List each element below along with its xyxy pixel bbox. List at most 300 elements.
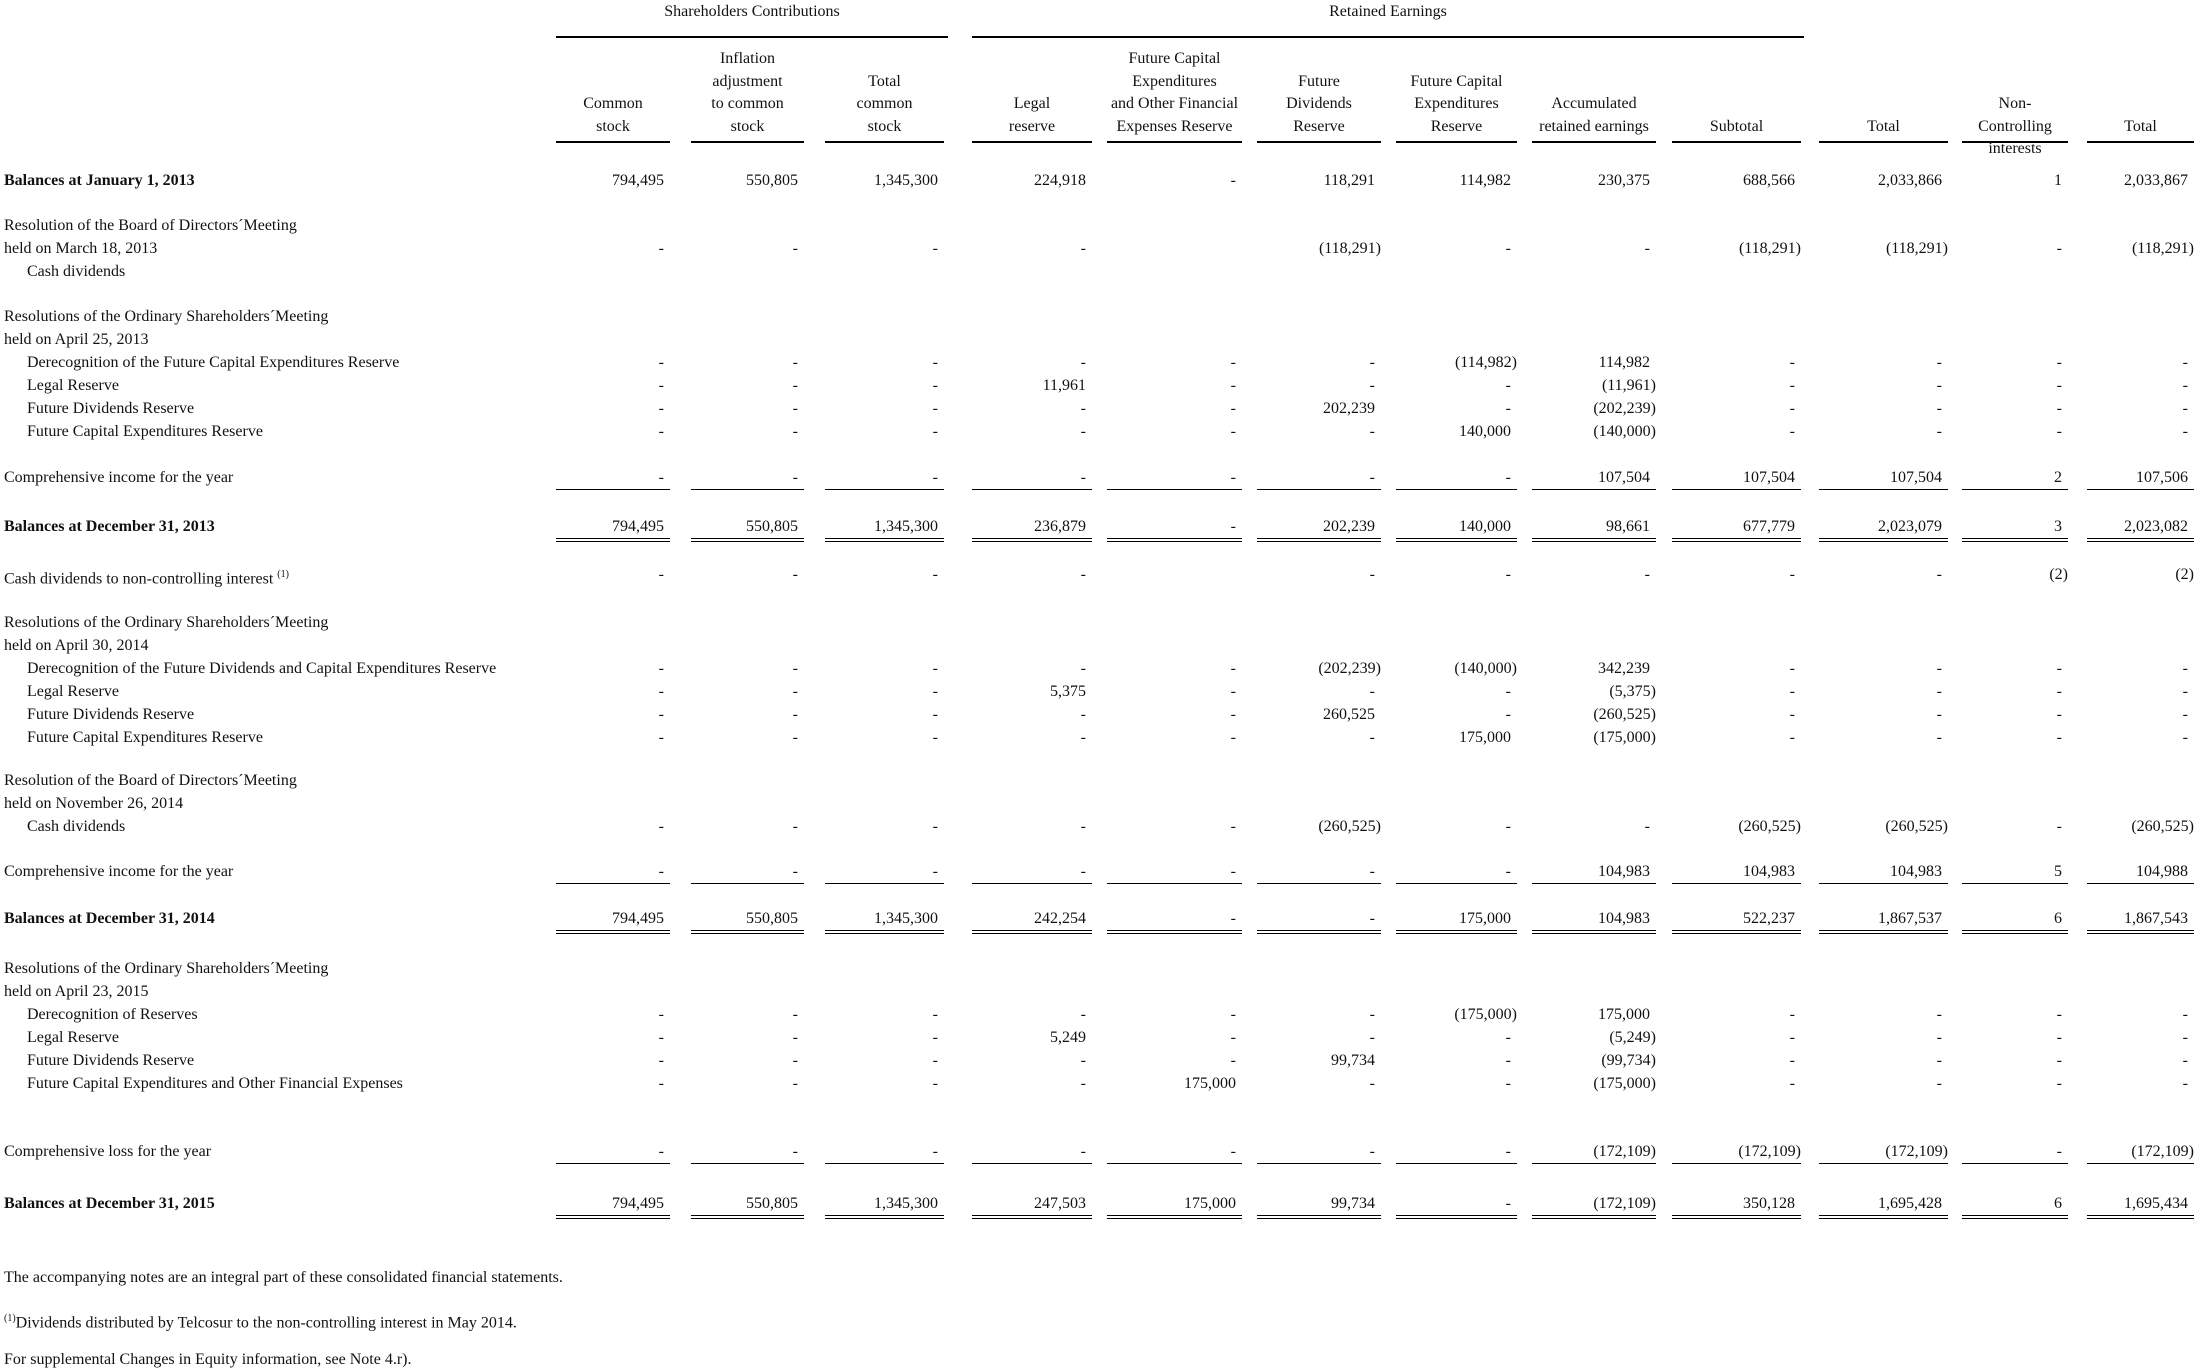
cell-total: - — [1936, 354, 1942, 371]
cell-underline — [556, 489, 670, 490]
cell-underline — [1257, 489, 1381, 490]
cell-legal_reserve: 247,503 — [1034, 1195, 1086, 1212]
column-header-rule — [1819, 141, 1948, 143]
cell-double-underline — [691, 933, 804, 934]
cell-total_common: - — [932, 354, 938, 371]
cell-accum: (140,000) — [1593, 423, 1656, 440]
cell-underline — [691, 538, 804, 539]
cell-subtotal: (118,291) — [1738, 240, 1801, 257]
cell-future_capex_ofe: - — [1230, 683, 1236, 700]
cell-underline — [1257, 883, 1381, 884]
row-label — [27, 816, 125, 839]
cell-future_div: - — [1369, 683, 1375, 700]
row-label-text: held on April 23, 2015 — [4, 983, 149, 1000]
cell-double-underline — [1672, 541, 1801, 542]
cell-underline — [556, 1215, 670, 1216]
cell-total: - — [1936, 706, 1942, 723]
column-header-line: Future — [1298, 72, 1340, 90]
cell-total_common: - — [932, 566, 938, 583]
column-header-accum — [1532, 93, 1656, 138]
row-label-text: Balances at January 1, 2013 — [4, 172, 195, 189]
cell-nci: - — [2056, 683, 2062, 700]
cell-double-underline — [556, 541, 670, 542]
cell-common_stock: - — [658, 377, 664, 394]
cell-total_common: - — [932, 1143, 938, 1160]
cell-underline — [1532, 883, 1656, 884]
cell-total: (260,525) — [1885, 818, 1948, 835]
cell-nci: - — [2056, 1143, 2062, 1160]
cell-subtotal: 107,504 — [1743, 469, 1795, 486]
cell-nci: 3 — [2054, 518, 2062, 535]
row-label — [4, 516, 215, 539]
cell-common_stock: - — [658, 240, 664, 257]
cell-double-underline — [1962, 1218, 2068, 1219]
cell-underline — [556, 1163, 670, 1164]
cell-underline — [825, 930, 944, 931]
row-label-text: Derecognition of the Future Capital Expenditures Reserve — [27, 354, 400, 371]
column-header-line: to common — [711, 95, 784, 112]
cell-future_capex: - — [1505, 706, 1511, 723]
cell-inflation_adj: - — [792, 400, 798, 417]
footnote-dividends — [4, 1309, 517, 1333]
cell-accum: (260,525) — [1593, 706, 1656, 723]
cell-future_capex: - — [1505, 818, 1511, 835]
cell-legal_reserve: - — [1080, 1006, 1086, 1023]
cell-total_common: 1,345,300 — [874, 1195, 938, 1212]
cell-underline — [691, 489, 804, 490]
cell-double-underline — [825, 1218, 944, 1219]
cell-legal_reserve: - — [1080, 1052, 1086, 1069]
cell-underline — [1396, 883, 1517, 884]
column-header-nci — [1962, 93, 2068, 161]
cell-nci: 2 — [2054, 469, 2062, 486]
cell-subtotal: - — [1789, 1052, 1795, 1069]
cell-legal_reserve: - — [1080, 354, 1086, 371]
cell-underline — [1672, 883, 1801, 884]
cell-underline — [1532, 1215, 1656, 1216]
cell-inflation_adj: - — [792, 660, 798, 677]
cell-double-underline — [1107, 1218, 1242, 1219]
cell-underline — [1107, 883, 1242, 884]
cell-underline — [1962, 1163, 2068, 1164]
cell-nci: (2) — [2049, 566, 2068, 583]
cell-common_stock: 794,495 — [612, 910, 664, 927]
cell-underline — [972, 883, 1092, 884]
cell-underline — [1819, 1215, 1948, 1216]
cell-future_div: - — [1369, 377, 1375, 394]
column-header-total_common — [825, 71, 944, 139]
cell-subtotal: 350,128 — [1743, 1195, 1795, 1212]
cell-underline — [1672, 1163, 1801, 1164]
cell-underline — [972, 930, 1092, 931]
column-header-line: Accumulated — [1551, 95, 1637, 112]
cell-double-underline — [972, 541, 1092, 542]
cell-total_common: - — [932, 1029, 938, 1046]
cell-future_div: - — [1369, 1006, 1375, 1023]
cell-double-underline — [691, 541, 804, 542]
cell-accum: (175,000) — [1593, 1075, 1656, 1092]
cell-double-underline — [1819, 541, 1948, 542]
column-header-line: Expenditures — [1414, 95, 1499, 112]
cell-total_common: - — [932, 469, 938, 486]
cell-accum: (11,961) — [1601, 377, 1656, 394]
cell-total_common: - — [932, 377, 938, 394]
row-label — [4, 908, 215, 931]
group-rule-retained — [972, 36, 1804, 38]
column-header-inflation_adj — [691, 48, 804, 138]
cell-future_capex: - — [1505, 400, 1511, 417]
cell-double-underline — [1257, 541, 1381, 542]
column-header-line: Future Capital — [1128, 50, 1221, 67]
cell-grand_total: - — [2182, 1006, 2188, 1023]
row-label-text: Future Capital Expenditures Reserve — [27, 729, 263, 746]
row-label-text: Future Dividends Reserve — [27, 706, 195, 723]
cell-future_capex: 175,000 — [1459, 729, 1511, 746]
cell-common_stock: - — [658, 1075, 664, 1092]
cell-accum: 114,982 — [1598, 354, 1650, 371]
cell-underline — [972, 538, 1092, 539]
row-label-text: Cash dividends to non-controlling interest — [4, 570, 278, 588]
cell-underline — [972, 1163, 1092, 1164]
row-label — [4, 238, 157, 261]
cell-common_stock: - — [658, 1143, 664, 1160]
cell-double-underline — [2087, 541, 2194, 542]
cell-double-underline — [1672, 933, 1801, 934]
cell-double-underline — [1107, 933, 1242, 934]
row-label-text: held on November 26, 2014 — [4, 795, 184, 812]
cell-total_common: - — [932, 1075, 938, 1092]
cell-double-underline — [972, 933, 1092, 934]
cell-accum: 230,375 — [1598, 172, 1650, 189]
column-header-line: Dividends — [1286, 95, 1352, 112]
cell-total_common: - — [932, 400, 938, 417]
row-label-text: Cash dividends — [27, 818, 126, 835]
cell-double-underline — [1962, 933, 2068, 934]
cell-underline — [556, 883, 670, 884]
cell-inflation_adj: - — [792, 469, 798, 486]
group-header-shareholders: Shareholders Contributions — [664, 3, 840, 20]
cell-accum: 104,983 — [1598, 910, 1650, 927]
cell-future_capex_ofe: - — [1230, 354, 1236, 371]
cell-common_stock: - — [658, 706, 664, 723]
footnote-supplemental: For supplemental Changes in Equity information, see Note 4.r). — [4, 1351, 412, 1368]
row-label — [27, 421, 263, 444]
cell-nci: - — [2056, 1075, 2062, 1092]
cell-underline — [1672, 930, 1801, 931]
cell-accum: (172,109) — [1593, 1195, 1656, 1212]
row-label — [27, 727, 263, 750]
row-label — [4, 1193, 215, 1216]
cell-underline — [1396, 489, 1517, 490]
column-header-line: Non-Controlling — [1978, 95, 2052, 135]
cell-legal_reserve: - — [1080, 240, 1086, 257]
cell-future_capex_ofe: - — [1230, 1052, 1236, 1069]
cell-nci: - — [2056, 660, 2062, 677]
cell-underline — [1257, 1215, 1381, 1216]
cell-future_div: - — [1369, 1143, 1375, 1160]
row-label — [4, 793, 183, 816]
row-label-text: Future Dividends Reserve — [27, 400, 195, 417]
cell-total_common: - — [932, 818, 938, 835]
cell-common_stock: - — [658, 469, 664, 486]
cell-future_capex_ofe: - — [1230, 910, 1236, 927]
cell-inflation_adj: - — [792, 1143, 798, 1160]
cell-total: 104,983 — [1890, 863, 1942, 880]
cell-total: - — [1936, 1029, 1942, 1046]
column-header-line: Total — [1867, 117, 1900, 135]
cell-underline — [825, 883, 944, 884]
column-header-line: stock — [596, 117, 630, 135]
column-header-rule — [556, 141, 670, 143]
row-label — [4, 1141, 211, 1164]
footnote-marker: (1) — [4, 1313, 16, 1324]
cell-future_capex: - — [1505, 1195, 1511, 1212]
column-header-line: interests — [1988, 140, 2042, 157]
cell-underline — [691, 1163, 804, 1164]
cell-subtotal: - — [1789, 660, 1795, 677]
cell-underline — [972, 489, 1092, 490]
column-header-rule — [825, 141, 944, 143]
cell-grand_total: - — [2182, 683, 2188, 700]
cell-common_stock: - — [658, 566, 664, 583]
cell-subtotal: - — [1789, 423, 1795, 440]
row-label — [4, 170, 195, 193]
cell-total: - — [1936, 1052, 1942, 1069]
cell-underline — [556, 538, 670, 539]
cell-subtotal: - — [1789, 706, 1795, 723]
cell-total: (118,291) — [1885, 240, 1948, 257]
cell-accum: 342,239 — [1598, 660, 1650, 677]
cell-future_div: - — [1369, 354, 1375, 371]
cell-legal_reserve: - — [1080, 566, 1086, 583]
cell-grand_total: (260,525) — [2131, 818, 2194, 835]
row-label — [27, 352, 399, 375]
cell-nci: - — [2056, 400, 2062, 417]
cell-future_div: 99,734 — [1331, 1052, 1375, 1069]
cell-total_common: - — [932, 660, 938, 677]
row-label-text: Resolutions of the Ordinary Shareholders´Meeting — [4, 960, 329, 977]
cell-total: - — [1936, 1006, 1942, 1023]
row-label — [4, 564, 289, 591]
cell-nci: - — [2056, 1029, 2062, 1046]
column-header-line: Common — [583, 95, 643, 112]
row-label-text: Resolutions of the Ordinary Shareholders´Meeting — [4, 614, 329, 631]
cell-legal_reserve: - — [1080, 1075, 1086, 1092]
cell-legal_reserve: - — [1080, 729, 1086, 746]
row-label-text: Legal Reserve — [27, 377, 119, 394]
cell-inflation_adj: - — [792, 240, 798, 257]
cell-underline — [1819, 883, 1948, 884]
cell-double-underline — [972, 1218, 1092, 1219]
cell-subtotal: - — [1789, 1029, 1795, 1046]
cell-underline — [1396, 930, 1517, 931]
cell-underline — [2087, 1163, 2194, 1164]
cell-total: (172,109) — [1885, 1143, 1948, 1160]
row-label-text: Legal Reserve — [27, 1029, 119, 1046]
cell-common_stock: - — [658, 354, 664, 371]
cell-nci: - — [2056, 1006, 2062, 1023]
column-header-line: Expenses Reserve — [1116, 117, 1233, 135]
cell-accum: 98,661 — [1606, 518, 1650, 535]
cell-underline — [1962, 489, 2068, 490]
cell-underline — [1396, 538, 1517, 539]
cell-underline — [825, 538, 944, 539]
cell-future_capex_ofe: - — [1230, 1029, 1236, 1046]
cell-legal_reserve: 5,375 — [1050, 683, 1086, 700]
cell-grand_total: - — [2182, 1029, 2188, 1046]
cell-total: - — [1936, 377, 1942, 394]
cell-future_capex_ofe: 175,000 — [1184, 1075, 1236, 1092]
cell-subtotal: - — [1789, 354, 1795, 371]
cell-future_capex_ofe: - — [1230, 660, 1236, 677]
cell-future_capex: (140,000) — [1454, 660, 1517, 677]
column-header-grand_total — [2087, 116, 2194, 139]
cell-future_div: - — [1369, 910, 1375, 927]
row-label-text: Comprehensive income for the year — [4, 469, 234, 486]
cell-common_stock: - — [658, 660, 664, 677]
cell-future_div: (202,239) — [1318, 660, 1381, 677]
row-label-text: held on April 30, 2014 — [4, 637, 149, 654]
row-label-text: Derecognition of Reserves — [27, 1006, 198, 1023]
cell-future_capex_ofe: - — [1230, 818, 1236, 835]
cell-grand_total: - — [2182, 1075, 2188, 1092]
cell-nci: - — [2056, 423, 2062, 440]
cell-underline — [1672, 1215, 1801, 1216]
cell-double-underline — [1532, 541, 1656, 542]
cell-total: 107,504 — [1890, 469, 1942, 486]
cell-grand_total: (118,291) — [2131, 240, 2194, 257]
cell-future_capex: 114,982 — [1459, 172, 1511, 189]
cell-future_capex: - — [1505, 240, 1511, 257]
cell-grand_total: - — [2182, 354, 2188, 371]
cell-underline — [1396, 1163, 1517, 1164]
column-header-rule — [1257, 141, 1381, 143]
cell-nci: 1 — [2054, 172, 2062, 189]
row-label-text: Derecognition of the Future Dividends and Capital Expenditures Reserve — [27, 660, 497, 677]
cell-double-underline — [1107, 541, 1242, 542]
cell-future_capex: 175,000 — [1459, 910, 1511, 927]
row-label — [27, 1050, 194, 1073]
cell-underline — [2087, 538, 2194, 539]
cell-underline — [1672, 489, 1801, 490]
cell-future_div: - — [1369, 863, 1375, 880]
cell-total: 1,695,428 — [1878, 1195, 1942, 1212]
cell-common_stock: - — [658, 818, 664, 835]
column-header-line: Total — [868, 72, 901, 90]
cell-nci: - — [2056, 818, 2062, 835]
footnote-ref: (1) — [277, 569, 289, 580]
cell-future_capex: - — [1505, 1029, 1511, 1046]
cell-underline — [2087, 489, 2194, 490]
column-header-rule — [1672, 141, 1801, 143]
cell-future_capex: 140,000 — [1459, 423, 1511, 440]
column-header-line: stock — [867, 117, 902, 135]
row-label-text: Comprehensive income for the year — [4, 863, 234, 880]
cell-nci: - — [2056, 377, 2062, 394]
row-label — [27, 261, 125, 284]
cell-accum: (99,734) — [1601, 1052, 1656, 1069]
row-label-text: Resolution of the Board of Directors´Meeting — [4, 772, 297, 789]
cell-underline — [1532, 489, 1656, 490]
column-header-rule — [691, 141, 804, 143]
cell-underline — [2087, 1215, 2194, 1216]
column-header-future_capex — [1396, 71, 1517, 139]
column-header-line: stock — [730, 117, 765, 135]
column-header-rule — [972, 141, 1092, 143]
column-header-line: Reserve — [1430, 117, 1483, 135]
cell-subtotal: - — [1789, 400, 1795, 417]
row-label — [4, 635, 148, 658]
row-label — [27, 375, 119, 398]
column-header-rule — [1107, 141, 1242, 143]
cell-future_capex_ofe: 175,000 — [1184, 1195, 1236, 1212]
cell-legal_reserve: - — [1080, 706, 1086, 723]
cell-grand_total: - — [2182, 660, 2188, 677]
cell-future_capex: - — [1505, 377, 1511, 394]
cell-future_div: 99,734 — [1331, 1195, 1375, 1212]
cell-future_capex: - — [1505, 863, 1511, 880]
cell-total_common: 1,345,300 — [874, 910, 938, 927]
cell-future_capex: (175,000) — [1454, 1006, 1517, 1023]
row-label-text: Future Capital Expenditures and Other Financial Expenses — [27, 1075, 403, 1092]
cell-nci: 5 — [2054, 863, 2062, 880]
cell-inflation_adj: - — [792, 566, 798, 583]
cell-nci: - — [2056, 729, 2062, 746]
row-label — [27, 1027, 119, 1050]
cell-common_stock: - — [658, 1029, 664, 1046]
column-header-line: reserve — [1008, 117, 1056, 135]
cell-future_capex_ofe: - — [1230, 400, 1236, 417]
cell-future_div: - — [1369, 1029, 1375, 1046]
cell-double-underline — [1672, 1218, 1801, 1219]
cell-legal_reserve: - — [1080, 818, 1086, 835]
cell-double-underline — [825, 933, 944, 934]
cell-future_capex_ofe: - — [1230, 423, 1236, 440]
cell-future_div: 260,525 — [1323, 706, 1375, 723]
column-header-line: Reserve — [1293, 117, 1345, 135]
cell-grand_total: 2,023,082 — [2124, 518, 2188, 535]
column-header-legal_reserve — [972, 93, 1092, 138]
cell-nci: 6 — [2054, 910, 2062, 927]
cell-common_stock: - — [658, 729, 664, 746]
cell-total_common: 1,345,300 — [874, 172, 938, 189]
cell-future_div: 202,239 — [1323, 400, 1375, 417]
column-header-line: common — [856, 95, 913, 112]
column-header-future_div — [1257, 71, 1381, 139]
cell-future_capex: - — [1505, 566, 1511, 583]
row-label — [4, 215, 297, 238]
cell-future_capex_ofe: - — [1230, 729, 1236, 746]
cell-total_common: - — [932, 240, 938, 257]
row-label — [4, 467, 233, 490]
cell-underline — [1107, 1163, 1242, 1164]
cell-double-underline — [556, 1218, 670, 1219]
column-header-line: Future Capital — [1410, 72, 1503, 90]
cell-total: - — [1936, 683, 1942, 700]
cell-grand_total: 1,695,434 — [2124, 1195, 2188, 1212]
cell-double-underline — [1396, 541, 1517, 542]
cell-total_common: - — [932, 729, 938, 746]
cell-accum: 104,983 — [1598, 863, 1650, 880]
cell-double-underline — [1396, 1218, 1517, 1219]
cell-legal_reserve: 236,879 — [1034, 518, 1086, 535]
row-label-text: held on April 25, 2013 — [4, 331, 149, 348]
cell-subtotal: - — [1789, 1075, 1795, 1092]
cell-inflation_adj: - — [792, 818, 798, 835]
cell-future_capex_ofe: - — [1230, 377, 1236, 394]
cell-future_div: 118,291 — [1323, 172, 1375, 189]
cell-future_div: 202,239 — [1323, 518, 1375, 535]
